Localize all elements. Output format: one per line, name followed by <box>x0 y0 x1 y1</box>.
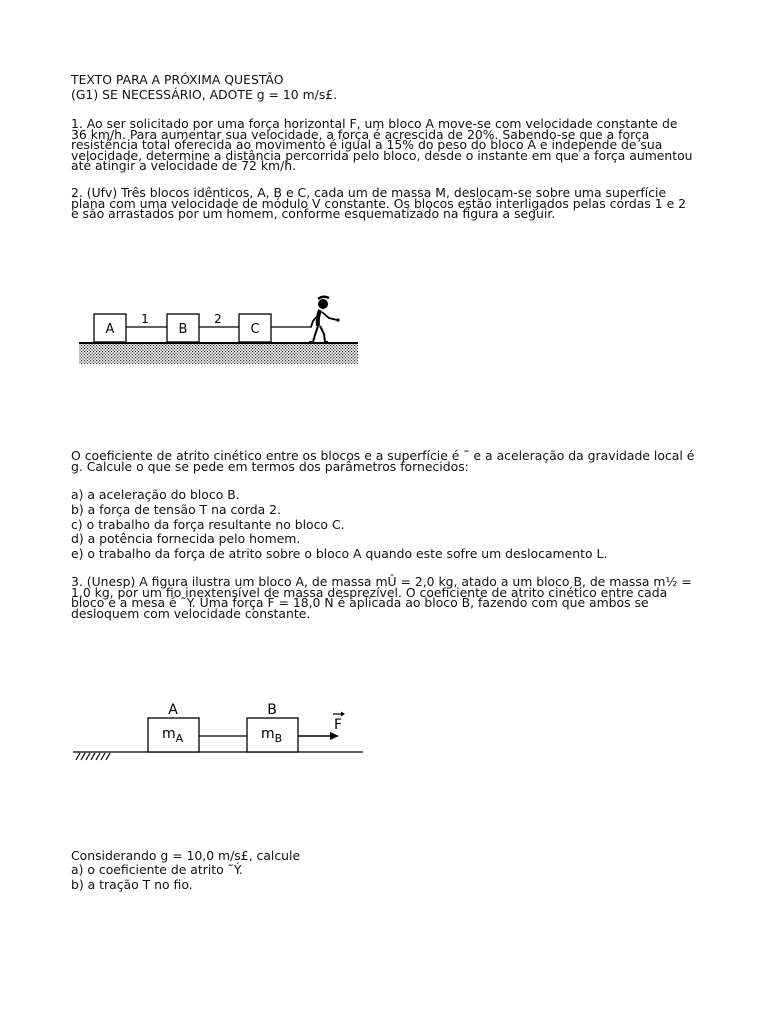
block-b-label: B <box>178 322 188 337</box>
question-2-statement: O coeficiente de atrito cinético entre os blocos e a superfície é ˜ e a aceleração da gravidade local é g. Calcule o que se pede em termos dos parâmetros fornecidos: <box>71 448 695 474</box>
wall-hatch <box>76 753 110 760</box>
block-b-label: B <box>267 702 277 718</box>
question-3-line-2: a) o coeficiente de atrito ˜Ý. <box>71 862 243 877</box>
mass-b-label: $m_B$ <box>261 726 283 745</box>
question-2-text: 2. (Ufv) Três blocos idênticos, A, B e C, cada um de massa M, deslocam-se sobre uma superfície plana com uma velocidade de módulo V constante. Os blocos estão interligados pelas cordas 1 e 2 e são arrastados por um homem, conforme esquematizado na figura a seguir. <box>71 185 687 221</box>
question-3-line-3: b) a tração T no fio. <box>71 877 193 892</box>
header-line-2: (G1) SE NECESSÁRIO, ADOTE g = 10 m/s£. <box>71 87 338 102</box>
question-2-item-e: e) o trabalho da força de atrito sobre o bloco A quando este sofre um deslocamento L. <box>71 546 608 561</box>
header-line-1: TEXTO PARA A PRÓXIMA QUESTÃO <box>71 72 284 87</box>
question-2-item-a: a) a aceleração do bloco B. <box>71 487 240 502</box>
rope-2-label: 2 <box>214 312 222 326</box>
question-2-item-b: b) a força de tensão T na corda 2. <box>71 502 281 517</box>
question-3-text: 3. (Unesp) A figura ilustra um bloco A, de massa mÛ = 2,0 kg, atado a um bloco B, de massa m½ = 1,0 kg, por um fio inextensível de massa desprezível. O coeficiente de atrito cinético entre cada bloco e a mesa é ˜Ý. Uma força F = 18,0 N é aplicada ao bloco B, fazendo com que ambos se desloquem com velocidade constante. <box>71 574 692 621</box>
force-arrow-head <box>330 732 339 740</box>
question-1-text: 1. Ao ser solicitado por uma força horizontal F, um bloco A move-se com velocidade constante de 36 km/h. Para aumentar sua velocidade, a força é acrescida de 20%. Sabendo-se que a força resistência total oferecida ao movimento é igual a 15% do peso do bloco A e independe de sua velocidade, determine a distância percorrida pelo bloco, desde o instante em que a força aumentou até atingir a velocidade de 72 km/h. <box>71 116 693 173</box>
block-a-label: A <box>168 702 178 718</box>
question-3-line-1: Considerando g = 10,0 m/s£, calcule <box>71 848 301 863</box>
rope-1-label: 1 <box>141 312 149 326</box>
force-vector-tip <box>341 712 345 717</box>
block-a-label: A <box>105 322 115 337</box>
block-c-label: C <box>250 322 260 337</box>
mass-a-label: $m_A$ <box>162 726 184 745</box>
force-label: F <box>333 717 343 733</box>
question-2-item-c: c) o trabalho da força resultante no bloco C. <box>71 517 345 532</box>
question-2-item-d: d) a potência fornecida pelo homem. <box>71 531 301 546</box>
